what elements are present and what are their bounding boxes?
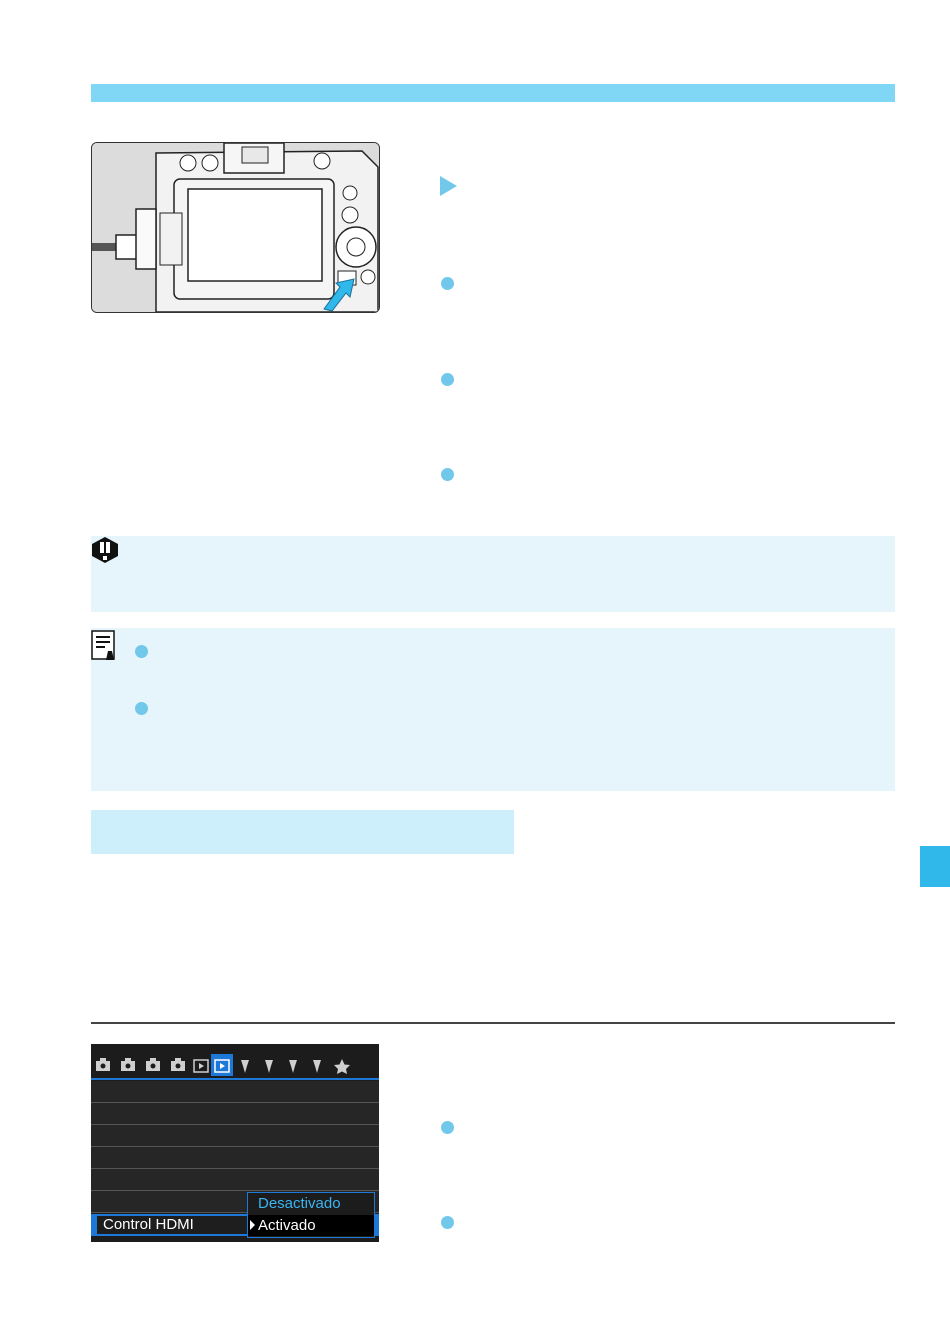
menu-tab-bar	[91, 1044, 379, 1080]
bullet-icon	[441, 1121, 454, 1134]
option-desactivado	[248, 1193, 374, 1214]
bullet-icon	[441, 373, 454, 386]
shooting-4-icon	[171, 1058, 185, 1071]
shooting-1-icon	[96, 1058, 110, 1071]
section-header-bar	[91, 84, 895, 102]
step-result-marker-icon	[440, 176, 457, 196]
menu-row	[91, 1081, 379, 1103]
caution-box	[91, 536, 895, 612]
note-icon	[91, 630, 117, 662]
bullet-icon	[441, 277, 454, 290]
setup-3-icon	[289, 1060, 297, 1073]
camera-menu-screen	[91, 1044, 379, 1242]
camera-illustration	[91, 142, 380, 313]
bullet-icon	[441, 1216, 454, 1229]
option-activado-label: Activado	[258, 1217, 316, 1234]
shooting-3-icon	[146, 1058, 160, 1071]
playback-1-icon	[194, 1060, 208, 1072]
menu-row	[91, 1169, 379, 1191]
section-banner	[91, 810, 514, 854]
menu-tab-icons	[91, 1044, 379, 1078]
setup-4-icon	[313, 1060, 321, 1073]
note-box	[91, 628, 895, 791]
option-list	[247, 1192, 375, 1238]
menu-row	[91, 1147, 379, 1169]
shooting-2-icon	[121, 1058, 135, 1071]
option-activado	[248, 1215, 374, 1236]
playback-2-icon	[211, 1054, 233, 1076]
menu-row	[91, 1103, 379, 1125]
my-menu-star-icon	[334, 1059, 350, 1074]
bullet-icon	[441, 468, 454, 481]
setup-2-icon	[265, 1060, 273, 1073]
camera-back-drawing	[92, 143, 379, 312]
chapter-tab	[920, 846, 950, 887]
divider	[91, 1022, 895, 1024]
selection-marker-icon	[250, 1220, 255, 1230]
menu-row	[91, 1125, 379, 1147]
setup-1-icon	[241, 1060, 249, 1073]
menu-item-control-hdmi: Control HDMI	[97, 1216, 247, 1234]
bullet-icon	[135, 702, 148, 715]
bullet-icon	[135, 645, 148, 658]
caution-icon	[91, 536, 119, 564]
option-desactivado-label: Desactivado	[258, 1195, 341, 1212]
